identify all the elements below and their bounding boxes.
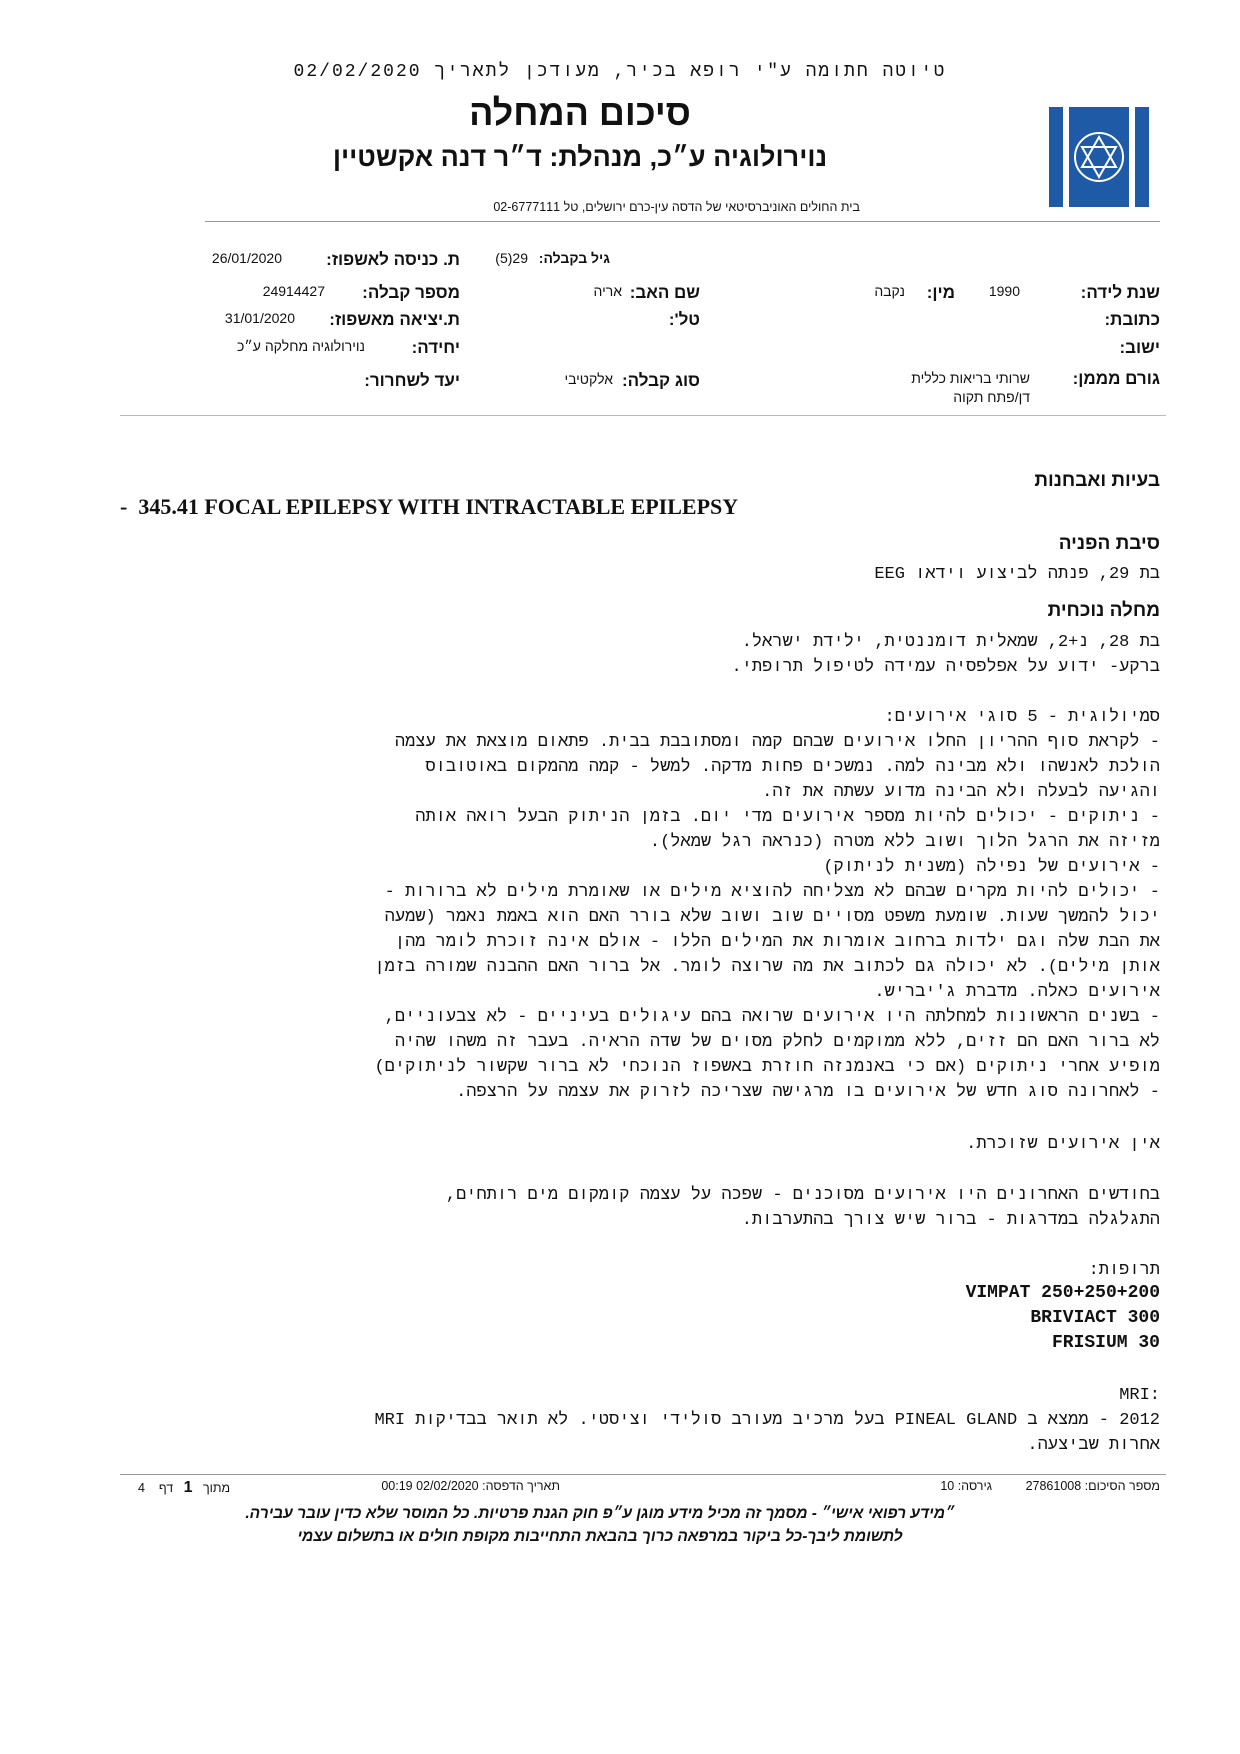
no-recalled-events: אין אירועים שזוכרת. bbox=[966, 1135, 1160, 1154]
print-date: תאריך הדפסה: 02/02/2020 00:19 bbox=[381, 1479, 560, 1493]
semiology-text: סמיולוגית - 5 סוגי אירועים: - לקראת סוף ההריון החלו אירועים שבהם קמה ומסתובבת בבית. פתאום מוצאת את עצמה הולכת לאנשהו ולא מבינה למה. נמשכים פחות מדקה. למשל - קמה מהמקום באוטובוס והגיעה לבעלה ולא הבינה מדוע עשתה את זה. - ניתוקים - יכולים להיות מספר אירועים מדי יום. בזמן הניתוק הבעל רואה אותה מזיזה את הרגל הלוך ושוב ללא מטרה (כנראה רגל שמאל). - אירועים של נפילה (משנית לניתוק) - יכולים להיות מקרים שבהם לא מצליחה להוציא מילים או שאומרת מילים לא ברורות - יכול להמשך שעות. שומעת משפט מסויים שוב ושוב שלא בורר האם הוא באמת נאמר (שמעה את הבת שלה וגם ילדות ברחוב אומרות את המילים הללו - אולם אינה זוכרת לומר מהן אותן מילים). לא יכולה גם לכתוב את מה שרוצה לומר. אל ברור האם ההבנה שמורה בזמן אירועים כאלה. מדברת ג'יבריש. - בשנים הראשונות למחלתה היו אירועים שרואה בהם עיגולים בעיניים - לא צבעוניים, לא ברור האם הם זזים, ללא ממוקמים לחלק מסוים של שדה הראיה. בעבר זה משהו שהיה מופיע אחרי ניתוקים (אם כי באנמנזה חוזרת באשפוז הנוכחי לא ברור שקשור לניתוקים) - לאחרונה סוג חדש של אירועים בו מרגישה שצריכה לזרוק את עצמה על הרצפה. bbox=[374, 708, 1160, 1102]
hospital-line: בית החולים האוניברסיטאי של הדסה עין-כרם ירושלים, טל 02-6777111 bbox=[493, 200, 860, 214]
star-of-david-icon bbox=[1049, 107, 1149, 207]
patient-divider bbox=[120, 415, 1166, 416]
medication-item: BRIVIACT 300 bbox=[1030, 1308, 1160, 1328]
recent-months-text: בחודשים האחרונים היו אירועים מסוכנים - שפכה על עצמה קומקום מים רותחים, התגלגלה במדרגות - ברור שיש צורך בהתערבות. bbox=[445, 1186, 1160, 1230]
page-counter bbox=[138, 1479, 230, 1497]
version-number: גירסה: 10 bbox=[940, 1479, 992, 1493]
summary-number: מספר הסיכום: 27861008 bbox=[1025, 1479, 1160, 1493]
current-illness-heading: מחלה נוכחית bbox=[1047, 600, 1160, 621]
discharge-destination-label: יעד לשחרור: bbox=[364, 371, 460, 390]
admission-type-label: סוג קבלה: bbox=[621, 371, 700, 390]
birth-year-label: שנת לידה: bbox=[1080, 283, 1160, 302]
birth-year-value: 1990 bbox=[988, 283, 1020, 299]
page-number: 1 bbox=[183, 1479, 193, 1496]
sex-value: נקבה bbox=[874, 283, 905, 299]
medication-item: VIMPAT 250+250+200 bbox=[965, 1283, 1160, 1303]
referral-text: בת 29, פנתה לביצוע וידאו EEG bbox=[874, 565, 1160, 584]
diagnosis-text: 345.41 FOCAL EPILEPSY WITH INTRACTABLE EPILEPSY bbox=[138, 494, 739, 519]
draft-note: טיוטה חתומה ע"י רופא בכיר, מעודכן לתאריך 02/02/2020 bbox=[293, 62, 947, 82]
diagnosis-line bbox=[120, 494, 810, 520]
medications-heading: תרופות: bbox=[1088, 1261, 1160, 1280]
header-divider bbox=[205, 221, 1160, 222]
sex-label: מין: bbox=[926, 283, 955, 302]
medication-item: FRISIUM 30 bbox=[1051, 1333, 1160, 1353]
funder-label: גורם מממן: bbox=[1072, 369, 1160, 388]
page-word: דף bbox=[158, 1481, 174, 1495]
admit-date-label: ת. כניסה לאשפוז: bbox=[326, 250, 460, 269]
settlement-label: ישוב: bbox=[1119, 338, 1160, 357]
father-name-label: שם האב: bbox=[629, 283, 700, 302]
age-value: 29(5) bbox=[495, 250, 528, 266]
problems-heading: בעיות ואבחנות bbox=[1034, 470, 1160, 491]
admission-number-label: מספר קבלה: bbox=[362, 283, 460, 302]
discharge-date-label: ת.יציאה מאשפוז: bbox=[329, 310, 460, 329]
hospital-logo bbox=[1049, 107, 1149, 207]
funder-value: שרותי בריאות כללית דן/פתח תקוה bbox=[911, 370, 1030, 405]
referral-heading: סיבת הפניה bbox=[1058, 533, 1160, 554]
unit-value: נוירולוגיה מחלקה ע״כ bbox=[236, 338, 365, 354]
current-illness-intro: בת 28, נ+2, שמאלית דומננטית, ילידת ישראל. ברקע- ידוע על אפלפסיה עמידה לטיפול תרופתי. bbox=[731, 633, 1160, 677]
address-label: כתובת: bbox=[1104, 310, 1160, 329]
unit-label: יחידה: bbox=[411, 338, 460, 357]
discharge-date-value: 31/01/2020 bbox=[224, 310, 295, 326]
diagnosis-dash: - bbox=[120, 494, 128, 519]
payment-notice: לתשומת ליבך-כל ביקור במרפאה כרוך בהבאת התחייבות מקופת חולים או בתשלום עצמי bbox=[297, 1528, 903, 1545]
mri-text: 2012 - ממצא ב PINEAL GLAND בעל מרכיב מעורב סולידי וציסטי. לא תואר בבדיקות MRI אחרות שביצעה. bbox=[374, 1411, 1160, 1455]
footer-divider bbox=[120, 1474, 1166, 1475]
document-title: סיכום המחלה bbox=[469, 92, 691, 133]
age-label: גיל בקבלה: bbox=[538, 250, 610, 266]
page-total: 4 bbox=[138, 1481, 145, 1495]
father-name-value: אריה bbox=[593, 283, 622, 299]
admit-date-value: 26/01/2020 bbox=[211, 250, 282, 266]
admission-number-value: 24914427 bbox=[262, 283, 325, 299]
privacy-notice: ״מידע רפואי אישי״ - מסמך זה מכיל מידע מוגן ע״פ חוק הגנת פרטיות. כל המוסר שלא כדין עובר עבירה. bbox=[245, 1505, 955, 1522]
mri-heading: MRI: bbox=[1119, 1386, 1160, 1405]
page-of-word: מתוך bbox=[202, 1481, 231, 1495]
phone-label: טל': bbox=[668, 310, 700, 329]
admission-type-value: אלקטיבי bbox=[564, 371, 613, 387]
department-line: נוירולוגיה ע״כ, מנהלת: ד״ר דנה אקשטיין bbox=[332, 142, 828, 172]
